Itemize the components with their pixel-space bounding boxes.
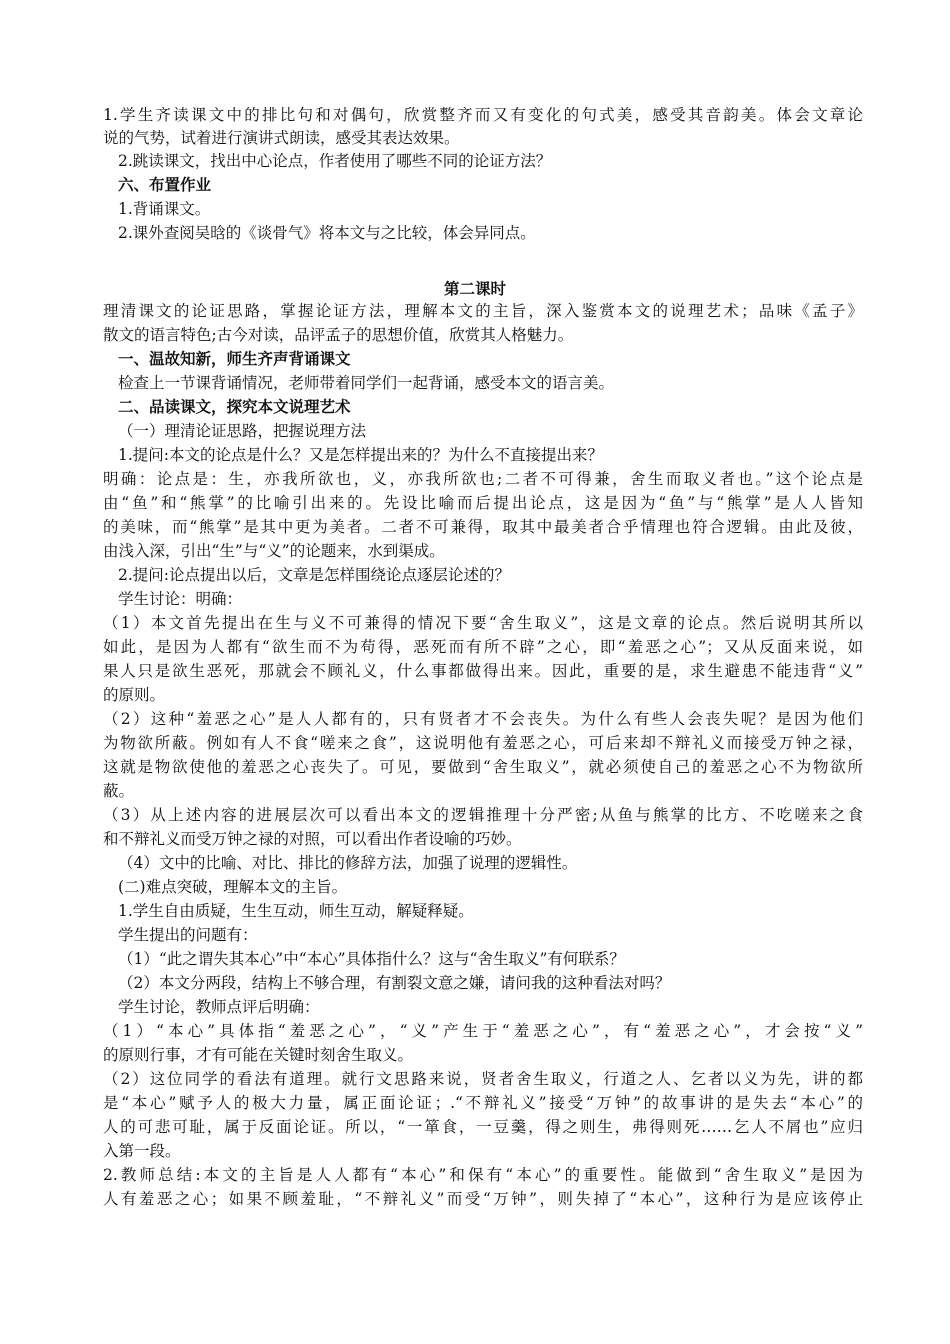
text-line: 如此，是因为人都有“欲生而不为苟得，恶死而有所不辟”之心，即“羞恶之心”；又从反面来说，如 [103,638,863,656]
text-line: 检查上一节课背诵情况，老师带着同学们一起背诵，感受本文的语言美。 [118,374,615,392]
text-line: 的原则。 [103,686,166,704]
text-line: 2.教师总结:本文的主旨是人人都有“本心”和保有“本心”的重要性。能做到“舍生取义”是因为 [103,1166,863,1184]
text-line: （一）理清论证思路，把握说理方法 [118,422,367,440]
text-line: 人有羞恶之心；如果不顾羞耻，“不辩礼义”而受“万钟”，则失掉了“本心”，这种行为是应该停止 [103,1190,863,1208]
text-line: （1）“本心”具体指“羞恶之心”，“义”产生于“羞恶之心”，有“羞恶之心”，才会按“义” [103,1022,863,1040]
text-line: 入第一段。 [103,1142,181,1160]
text-line: （2）这种“羞恶之心”是人人都有的，只有贤者才不会丧失。为什么有些人会丧失呢？是因为他们 [103,710,863,728]
text-line: 明确：论点是：生，亦我所欲也，义，亦我所欲也;二者不可得兼，舍生而取义者也。”这个论点是 [103,470,863,488]
text-line: (二)难点突破，理解本文的主旨。 [118,878,348,896]
section-heading: 二、品读课文，探究本文说理艺术 [118,398,351,416]
text-line: 由浅入深，引出“生”与“义”的论题来，水到渠成。 [103,542,445,560]
section-heading: 六、布置作业 [118,176,212,194]
text-line: （4）文中的比喻、对比、排比的修辞方法，加强了说理的逻辑性。 [118,854,578,872]
text-line: 2.跳读课文，找出中心论点，作者使用了哪些不同的论证方法？ [118,152,552,170]
text-line: 这就是物欲使他的羞恶之心丧失了。可见，要做到“舍生取义”，就必须使自己的羞恶之心不为物欲所 [103,758,863,776]
text-line: 果人只是欲生恶死，那就会不顾礼义，什么事都做得出来。因此，重要的是，求生避患不能违背“义” [103,662,863,680]
text-line: （3）从上述内容的进展层次可以看出本文的逻辑推理十分严密;从鱼与熊掌的比方、不吃嗟来之食 [103,806,863,824]
text-line: 1.学生齐读课文中的排比句和对偶句，欣赏整齐而又有变化的句式美，感受其音韵美。体会文章论 [103,106,863,124]
text-line: 1.背诵课文。 [118,200,211,218]
text-line: 2.课外查阅吴晗的《谈骨气》将本文与之比较，体会异同点。 [118,224,536,242]
text-line: （1）本文首先提出在生与义不可兼得的情况下要“舍生取义”，这是文章的论点。然后说明其所以 [103,614,863,632]
section-heading: 一、温故知新，师生齐声背诵课文 [118,350,351,368]
text-line: 学生讨论，教师点评后明确： [118,998,320,1016]
text-line: 说的气势，试着进行演讲式朗读，感受其表达效果。 [103,129,460,147]
text-line: （2）这位同学的看法有道理。就行文思路来说，贤者舍生取义，行道之人、乞者以义为先，讲的都 [103,1070,863,1088]
text-line: 人的可悲可耻，属于反面论证。所以，“一箪食，一豆羹，得之则生，弗得则死……乞人不屑也”应归 [103,1118,863,1136]
text-line: 学生讨论：明确： [118,590,243,608]
text-line: 1.提问:本文的论点是什么？又是怎样提出来的？为什么不直接提出来？ [118,446,604,464]
text-line: 和不辩礼义而受万钟之禄的对照，可以看出作者设喻的巧妙。 [103,830,522,848]
text-line: 学生提出的问题有： [118,926,258,944]
text-line: 的美味，而“熊掌”是其中更为美者。二者不可兼得，取其中最美者合乎情理也符合逻辑。由此及彼， [103,518,863,536]
section-heading: 第二课时 [443,280,506,298]
text-line: 是“本心”赋予人的极大力量，属正面论证；.“不辩礼义”接受“万钟”的故事讲的是失去“本心”的 [103,1094,863,1112]
text-line: 由“鱼”和“熊掌”的比喻引出来的。先设比喻而后提出论点，这是因为“鱼”与“熊掌”是人人皆知 [103,494,863,512]
text-line: 为物欲所蔽。例如有人不食“嗟来之食”，这说明他有羞恶之心，可后来却不辩礼义而接受万钟之禄， [103,734,863,752]
text-line: 蔽。 [103,782,135,800]
text-line: （1）“此之谓失其本心”中“本心”具体指什么？这与“舍生取义”有何联系？ [118,950,625,968]
text-line: 理清课文的论证思路，掌握论证方法，理解本文的主旨，深入鉴赏本文的说理艺术；品味《孟子》 [103,302,863,320]
text-line: 的原则行事，才有可能在关键时刻舍生取义。 [103,1046,414,1064]
text-line: 2.提问:论点提出以后，文章是怎样围绕论点逐层论述的？ [118,566,511,584]
text-line: 1.学生自由质疑，生生互动，师生互动，解疑释疑。 [118,902,474,920]
text-line: （2）本文分两段，结构上不够合理，有割裂文意之嫌，请问我的这种看法对吗？ [118,974,671,992]
text-line: 散文的语言特色;古今对读，品评孟子的思想价值，欣赏其人格魅力。 [103,326,574,344]
